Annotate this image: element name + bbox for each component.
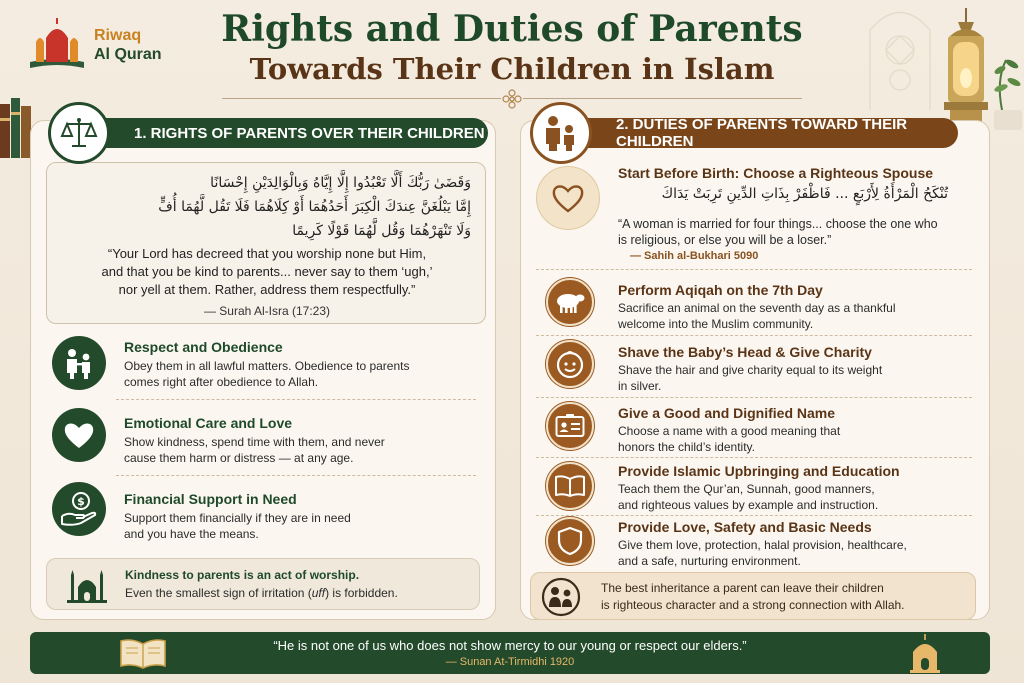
- rights-heading-badge: [48, 102, 110, 164]
- heart-icon: [63, 420, 95, 450]
- spouse-hadith-arabic: تُنْكَحُ الْمَرْأَةُ لِأَرْبَعٍ ... فَاظْفَرْ بِذَاتِ الدِّينِ تَرِبَتْ يَدَاكَ: [661, 186, 948, 202]
- worship-note: [46, 558, 480, 610]
- quote-english-line: and that you be kind to parents... never say to them ‘ugh,’: [101, 264, 433, 279]
- name-desc-line: Choose a name with a good meaning that: [618, 424, 841, 438]
- heart-icon: [551, 182, 585, 214]
- name-desc-line: honors the child’s identity.: [618, 440, 755, 454]
- respect-item-icon: [52, 336, 106, 390]
- emotional-desc-line: Show kindness, spend time with them, and never: [124, 435, 385, 449]
- spouse-hadith-source: — Sahih al-Bukhari 5090: [630, 250, 759, 262]
- aqiqah-item-icon: [546, 278, 594, 326]
- divider: [536, 269, 972, 270]
- money-hand-icon: [59, 490, 99, 528]
- flower-ornament-icon: [500, 87, 524, 111]
- book-icon: [554, 474, 586, 498]
- footer-source: — Sunan At-Tirmidhi 1920: [445, 656, 575, 668]
- divider: [116, 399, 476, 400]
- dome-icon: [906, 634, 944, 674]
- family-circle-icon: [541, 577, 581, 617]
- shave-item-title: Shave the Baby’s Head & Give Charity: [618, 344, 872, 360]
- spouse-desc-line: “A woman is married for four things... choose the one who: [618, 217, 938, 231]
- shave-item-desc: [618, 362, 968, 394]
- emotional-item-desc: [124, 434, 474, 466]
- page-title: Rights and Duties of Parents: [221, 8, 803, 50]
- parent-child-icon: [541, 114, 581, 152]
- scales-icon: [60, 114, 98, 152]
- aqiqah-desc-line: Sacrifice an animal on the seventh day as a thankful: [618, 301, 896, 315]
- respect-desc-line: comes right after obedience to Allah.: [124, 375, 319, 389]
- worship-note-text: ) is forbidden.: [325, 586, 398, 600]
- name-item-desc: [618, 423, 968, 455]
- emotional-item-icon: [52, 408, 106, 462]
- divider: [536, 457, 972, 458]
- education-item-icon: [546, 462, 594, 510]
- quote-arabic-line: وَلَا تَنْهَرْهُمَا وَقُل لَّهُمَا قَوْلًا كَرِيمًا: [292, 223, 471, 239]
- name-item-title: Give a Good and Dignified Name: [618, 405, 836, 421]
- safety-desc-line: Give them love, protection, halal provision, healthcare,: [618, 538, 907, 552]
- emotional-desc-line: cause them harm or distress — at any age.: [124, 451, 354, 465]
- footer-hadith-banner: [30, 632, 990, 674]
- page-subtitle: Towards Their Children in Islam: [249, 52, 775, 86]
- inheritance-note: [530, 572, 976, 620]
- logo-line1: Riwaq: [94, 27, 142, 44]
- safety-item-desc: [618, 537, 968, 569]
- quote-arabic-line: إِمَّا يَبْلُغَنَّ عِندَكَ الْكِبَرَ أَحَدُهُمَا أَوْ كِلَاهُمَا فَلَا تَقُل لَّهُمَا أُفٍّ: [158, 199, 471, 215]
- inheritance-note-line1: The best inheritance a parent can leave their children: [601, 581, 884, 595]
- shave-desc-line: in silver.: [618, 379, 662, 393]
- id-card-icon: [555, 414, 585, 438]
- mosque-icon: [67, 567, 107, 603]
- aqiqah-item-desc: [618, 300, 968, 332]
- rights-heading: [78, 118, 488, 148]
- education-desc-line: and righteous values by example and instruction.: [618, 498, 879, 512]
- respect-item-title: Respect and Obedience: [124, 339, 283, 355]
- quote-english-line: nor yell at them. Rather, address them respectfully.”: [118, 282, 416, 297]
- quran-quote-box: [46, 162, 486, 324]
- aqiqah-desc-line: welcome into the Muslim community.: [618, 317, 814, 331]
- worship-note-uff: uff: [311, 586, 326, 600]
- baby-icon: [554, 348, 586, 380]
- financial-desc-line: and you have the means.: [124, 527, 259, 541]
- quote-english: [57, 245, 477, 299]
- financial-item-icon: [52, 482, 106, 536]
- financial-item-desc: [124, 510, 474, 542]
- spouse-desc-line: is religious, or else you will be a loser.”: [618, 233, 832, 247]
- spouse-item-desc: [618, 216, 968, 248]
- quote-arabic-line: وَقَضَىٰ رَبُّكَ أَلَّا تَعْبُدُوا إِلَّا إِيَّاهُ وَبِالْوَالِدَيْنِ إِحْسَانًا: [210, 175, 471, 191]
- financial-desc-line: Support them financially if they are in need: [124, 511, 351, 525]
- safety-item-title: Provide Love, Safety and Basic Needs: [618, 519, 872, 535]
- divider: [536, 397, 972, 398]
- education-desc-line: Teach them the Qur’an, Sunnah, good manners,: [618, 482, 875, 496]
- financial-item-title: Financial Support in Need: [124, 491, 297, 507]
- divider: [536, 515, 972, 516]
- spouse-item-title: Start Before Birth: Choose a Righteous Spouse: [618, 165, 934, 181]
- worship-note-line1: Kindness to parents is an act of worship.: [125, 568, 360, 582]
- shield-icon: [557, 526, 583, 556]
- worship-note-line2: [125, 586, 398, 600]
- shave-desc-line: Shave the hair and give charity equal to its weight: [618, 363, 883, 377]
- quote-source: — Surah Al-Isra (17:23): [203, 304, 331, 318]
- quote-english-line: “Your Lord has decreed that you worship none but Him,: [107, 246, 427, 261]
- education-item-desc: [618, 481, 968, 513]
- education-item-title: Provide Islamic Upbringing and Education: [618, 463, 900, 479]
- divider: [116, 475, 476, 476]
- divider: [536, 335, 972, 336]
- open-book-icon: [118, 636, 168, 672]
- emotional-item-title: Emotional Care and Love: [124, 415, 293, 431]
- logo-line2: Al Quran: [94, 46, 162, 63]
- duties-heading: [560, 118, 958, 148]
- duties-heading-badge: [530, 102, 592, 164]
- name-item-icon: [546, 402, 594, 450]
- quote-arabic: [61, 171, 471, 243]
- spouse-item-icon: [536, 166, 600, 230]
- aqiqah-item-title: Perform Aqiqah on the 7th Day: [618, 282, 823, 298]
- respect-desc-line: Obey them in all lawful matters. Obedience to parents: [124, 359, 410, 373]
- safety-desc-line: and a safe, nurturing environment.: [618, 554, 801, 568]
- sheep-icon: [554, 290, 586, 314]
- worship-note-text: Even the smallest sign of irritation (: [125, 586, 312, 600]
- respect-item-desc: [124, 358, 474, 390]
- duties-heading-label: 2. DUTIES OF PARENTS TOWARD THEIR CHILDREN: [616, 116, 908, 150]
- shave-item-icon: [546, 340, 594, 388]
- safety-item-icon: [546, 517, 594, 565]
- inheritance-note-line2: is righteous character and a strong connection with Allah.: [601, 598, 905, 612]
- family-icon: [61, 345, 97, 381]
- rights-heading-label: 1. RIGHTS OF PARENTS OVER THEIR CHILDREN: [134, 124, 485, 142]
- svg-text:$: $: [77, 495, 85, 508]
- footer-quote: “He is not one of us who does not show mercy to our young or respect our elders.”: [273, 638, 747, 653]
